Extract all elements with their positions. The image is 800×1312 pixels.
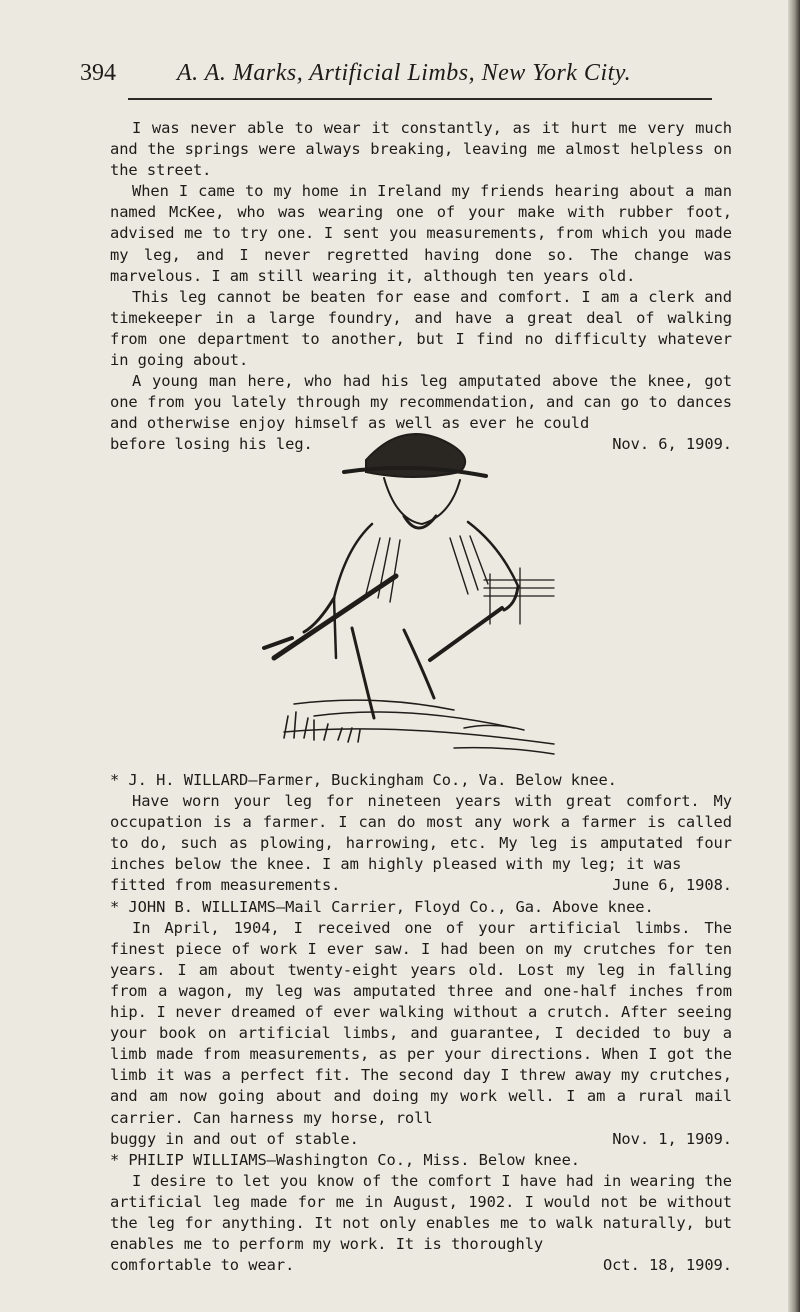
header-rule bbox=[128, 98, 712, 100]
paragraph: When I came to my home in Ireland my friends hearing about a man named McKee, who was wearing one of your make with rubber foot, advised me to try one. I sent you measurements, from which you made my leg, and I never regretted having done so. The change was marvelous. I am still wearing it, although ten years old. bbox=[110, 182, 732, 285]
letters-bottom bbox=[110, 770, 732, 1276]
paragraph-end: comfortable to wear. bbox=[110, 1256, 295, 1275]
signature-line bbox=[110, 1129, 732, 1150]
letter-heading: * J. H. WILLARD—Farmer, Buckingham Co., Va. Below knee. bbox=[110, 771, 617, 789]
letter-date: June 6, 1908. bbox=[612, 876, 732, 895]
paragraph: In April, 1904, I received one of your artificial limbs. The finest piece of work I ever saw. I had been on my crutches for ten years. I am about twenty-eight years old. Lost my leg in falling from a wagon, my leg was amputated three and one-half inches from hip. I never dreamed of ever walking without a crutch. After seeing your book on artificial limbs, and guarantee, I decided to buy a limb made from measurements, as per your directions. When I got the limb it was a perfect fit. The second day I threw away my crutches, and am now going about and doing my work well. I am a rural mail carrier. Can harness my horse, roll bbox=[110, 918, 732, 1127]
paragraph: Have worn your leg for nineteen years with great comfort. My occupation is a farmer. I can do most any work a farmer is called to do, such as plowing, harrowing, etc. My leg is amputated four inches below the knee. I am highly pleased with my leg; it was bbox=[110, 792, 732, 874]
signature-line bbox=[110, 1255, 732, 1276]
paragraph-end: buggy in and out of stable. bbox=[110, 1129, 359, 1148]
running-title: A. A. Marks, Artificial Limbs, New York City. bbox=[177, 60, 632, 86]
letter-heading: * PHILIP WILLIAMS—Washington Co., Miss. Below knee. bbox=[110, 1150, 581, 1169]
paragraph: I was never able to wear it constantly, as it hurt me very much and the springs were always breaking, leaving me almost helpless on the street. bbox=[110, 119, 732, 180]
paragraph-end: fitted from measurements. bbox=[110, 876, 341, 895]
signature-line bbox=[110, 875, 732, 896]
letter-date: Oct. 18, 1909. bbox=[602, 1256, 732, 1275]
paragraph: A young man here, who had his leg amputated above the knee, got one from you lately through my recommendation, and can go to dances and otherwise enjoy himself as well as ever he could bbox=[110, 372, 732, 433]
letter-heading: * JOHN B. WILLIAMS—Mail Carrier, Floyd Co., Ga. Above knee. bbox=[110, 897, 654, 916]
letter-date: Nov. 1, 1909. bbox=[612, 1129, 732, 1148]
page-edge-shadow bbox=[788, 0, 800, 1312]
farmer-plowing-illustration bbox=[254, 398, 572, 760]
paragraph-end: before losing his leg. bbox=[110, 435, 313, 454]
paragraph: I desire to let you know of the comfort I have had in wearing the artificial leg made for me in August, 1902. I would not be without the leg for anything. It not only enables me to walk naturally, but enables me to perform my work. It is thoroughly bbox=[110, 1171, 732, 1254]
paragraph: This leg cannot be beaten for ease and comfort. I am a clerk and timekeeper in a large foundry, and have a great deal of walking from one department to another, but I find no difficulty whatever in going about. bbox=[110, 287, 732, 370]
letter-date: Nov. 6, 1909. bbox=[612, 435, 732, 454]
page-number: 394 bbox=[80, 60, 116, 86]
